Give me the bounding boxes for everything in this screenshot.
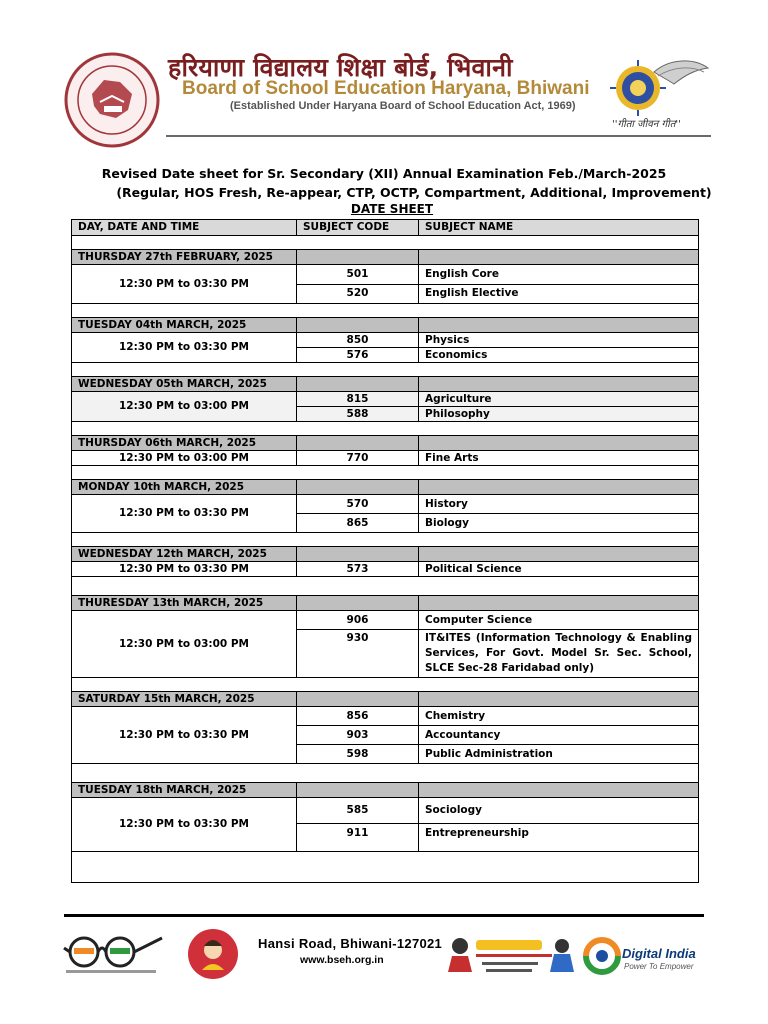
exam-time: 12:30 PM to 03:30 PM bbox=[72, 798, 297, 852]
day-row bbox=[72, 596, 699, 611]
subject-name: Biology bbox=[419, 514, 699, 533]
table-row bbox=[72, 495, 699, 514]
exam-time: 12:30 PM to 03:30 PM bbox=[72, 333, 297, 363]
subject-code: 815 bbox=[297, 392, 419, 407]
subject-code: 850 bbox=[297, 333, 419, 348]
subject-code: 588 bbox=[297, 407, 419, 422]
exam-time: 12:30 PM to 03:00 PM bbox=[72, 611, 297, 678]
digital-india-tagline: Power To Empower bbox=[624, 962, 694, 971]
day-row bbox=[72, 377, 699, 392]
gita-emblem-logo bbox=[608, 50, 712, 126]
subject-name: Economics bbox=[419, 348, 699, 363]
exam-time: 12:30 PM to 03:30 PM bbox=[72, 562, 297, 577]
day-date: MONDAY 10th MARCH, 2025 bbox=[72, 480, 297, 495]
exam-time: 12:30 PM to 03:00 PM bbox=[72, 392, 297, 422]
table-row bbox=[72, 707, 699, 726]
subject-code: 906 bbox=[297, 611, 419, 630]
subject-name: Computer Science bbox=[419, 611, 699, 630]
exam-time: 12:30 PM to 03:00 PM bbox=[72, 451, 297, 466]
board-seal-logo bbox=[60, 50, 164, 150]
subject-name: Fine Arts bbox=[419, 451, 699, 466]
exam-time: 12:30 PM to 03:30 PM bbox=[72, 707, 297, 764]
spacer-row bbox=[72, 304, 699, 318]
day-date: TUESDAY 04th MARCH, 2025 bbox=[72, 318, 297, 333]
day-row bbox=[72, 436, 699, 451]
exam-schedule-table bbox=[71, 219, 699, 883]
subject-name: Accountancy bbox=[419, 726, 699, 745]
subject-name: Philosophy bbox=[419, 407, 699, 422]
day-date: THURSDAY 06th MARCH, 2025 bbox=[72, 436, 297, 451]
day-row bbox=[72, 480, 699, 495]
subject-name: English Elective bbox=[419, 284, 699, 304]
day-row bbox=[72, 250, 699, 265]
table-row bbox=[72, 265, 699, 285]
column-header: SUBJECT NAME bbox=[419, 220, 699, 236]
date-sheet-heading: DATE SHEET bbox=[350, 202, 434, 216]
subject-name: IT&ITES (Information Technology & Enabling Services, For Govt. Model Sr. Sec. School, SLCE Sec-28 Faridabad only) bbox=[419, 630, 699, 678]
subject-code: 770 bbox=[297, 451, 419, 466]
spacer-row bbox=[72, 852, 699, 883]
subject-name: Chemistry bbox=[419, 707, 699, 726]
table-row bbox=[72, 333, 699, 348]
board-address: Hansi Road, Bhiwani-127021 bbox=[258, 936, 443, 951]
table-row bbox=[72, 611, 699, 630]
table-header-row bbox=[72, 220, 699, 236]
spacer-row bbox=[72, 466, 699, 480]
day-row bbox=[72, 547, 699, 562]
board-website-link[interactable]: www.bseh.org.in bbox=[300, 954, 384, 966]
subject-code: 856 bbox=[297, 707, 419, 726]
subject-name: Political Science bbox=[419, 562, 699, 577]
digital-india-text: Digital India bbox=[622, 946, 696, 961]
day-date: THURESDAY 13th MARCH, 2025 bbox=[72, 596, 297, 611]
day-date: WEDNESDAY 05th MARCH, 2025 bbox=[72, 377, 297, 392]
beti-bachao-logo bbox=[182, 928, 244, 980]
spacer-row bbox=[72, 764, 699, 783]
spacer-row bbox=[72, 422, 699, 436]
column-header: DAY, DATE AND TIME bbox=[72, 220, 297, 236]
table-row bbox=[72, 798, 699, 824]
spacer-row bbox=[72, 363, 699, 377]
table-row bbox=[72, 392, 699, 407]
subject-name: Sociology bbox=[419, 798, 699, 824]
subject-name: Agriculture bbox=[419, 392, 699, 407]
subject-code: 501 bbox=[297, 265, 419, 285]
subject-code: 585 bbox=[297, 798, 419, 824]
motto-text: ''गीता जीवन गीत'' bbox=[612, 119, 681, 130]
day-date: SATURDAY 15th MARCH, 2025 bbox=[72, 692, 297, 707]
spacer-row bbox=[72, 533, 699, 547]
spacer-row bbox=[72, 577, 699, 596]
subject-code: 930 bbox=[297, 630, 419, 678]
board-name: Board of School Education Haryana, Bhiwani bbox=[182, 78, 590, 99]
subject-name: Entrepreneurship bbox=[419, 824, 699, 852]
subject-code: 911 bbox=[297, 824, 419, 852]
subject-code: 520 bbox=[297, 284, 419, 304]
subject-code: 598 bbox=[297, 745, 419, 764]
day-date: TUESDAY 18th MARCH, 2025 bbox=[72, 783, 297, 798]
subject-name: English Core bbox=[419, 265, 699, 285]
subject-name: Physics bbox=[419, 333, 699, 348]
subject-code: 576 bbox=[297, 348, 419, 363]
table-row bbox=[72, 562, 699, 577]
swachh-bharat-logo bbox=[62, 930, 172, 980]
subject-name: History bbox=[419, 495, 699, 514]
subject-code: 573 bbox=[297, 562, 419, 577]
header-divider bbox=[166, 135, 711, 137]
document-subtitle: (Regular, HOS Fresh, Re-appear, CTP, OCTP, Compartment, Additional, Improvement) bbox=[116, 185, 712, 200]
hindi-board-title: हरियाणा विद्यालय शिक्षा बोर्ड, भिवानी bbox=[168, 53, 513, 82]
subject-code: 865 bbox=[297, 514, 419, 533]
day-row bbox=[72, 318, 699, 333]
table-row bbox=[72, 451, 699, 466]
day-row bbox=[72, 692, 699, 707]
spacer-row bbox=[72, 678, 699, 692]
exam-time: 12:30 PM to 03:30 PM bbox=[72, 265, 297, 304]
subject-code: 903 bbox=[297, 726, 419, 745]
exam-time: 12:30 PM to 03:30 PM bbox=[72, 495, 297, 533]
day-date: WEDNESDAY 12th MARCH, 2025 bbox=[72, 547, 297, 562]
shiksha-adhikar-logo bbox=[446, 932, 576, 978]
day-date: THURSDAY 27th FEBRUARY, 2025 bbox=[72, 250, 297, 265]
column-header: SUBJECT CODE bbox=[297, 220, 419, 236]
established-note: (Established Under Haryana Board of School Education Act, 1969) bbox=[230, 100, 576, 112]
footer-divider bbox=[64, 914, 704, 917]
document-title: Revised Date sheet for Sr. Secondary (XII) Annual Examination Feb./March-2025 bbox=[101, 166, 667, 181]
day-row bbox=[72, 783, 699, 798]
subject-code: 570 bbox=[297, 495, 419, 514]
subject-name: Public Administration bbox=[419, 745, 699, 764]
spacer-row bbox=[72, 236, 699, 250]
